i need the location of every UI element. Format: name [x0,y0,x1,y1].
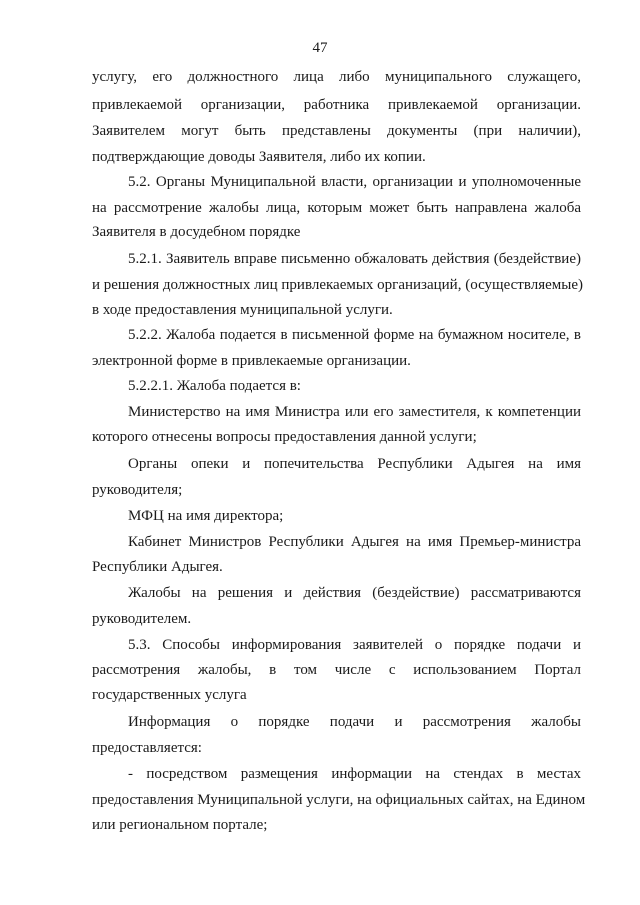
text-line: предоставляется: [92,740,202,756]
text-line: Информация о порядке подачи и рассмотрения жалобы [128,714,581,730]
page-number: 47 [312,40,328,56]
text-line: или региональном портале; [92,817,268,833]
text-line: в ходе предоставления муниципальной услуги. [92,302,393,318]
text-line: 5.2.2.1. Жалоба подается в: [128,378,301,394]
text-line: Министерство на имя Министра или его заместителя, к компетенции [128,404,581,420]
text-line: Кабинет Министров Республики Адыгея на имя Премьер-министра [128,534,581,550]
text-line: государственных услуга [92,687,247,703]
text-line: 5.2.2. Жалоба подается в письменной форме на бумажном носителе, в [128,327,581,343]
text-line: Заявителя в досудебном порядке [92,224,301,240]
text-line: на рассмотрение жалобы лица, которым может быть направлена жалоба [92,200,581,216]
text-line: подтверждающие доводы Заявителя, либо их копии. [92,149,426,165]
text-line: - посредством размещения информации на стендах в местах [128,766,581,782]
text-line: рассмотрения жалобы, в том числе с использованием Портал [92,662,581,678]
text-line: 5.2. Органы Муниципальной власти, организации и уполномоченные [128,174,581,190]
text-line: электронной форме в привлекаемые организации. [92,353,411,369]
text-line: привлекаемой организации, работника привлекаемой организации. [92,97,581,113]
text-line: руководителем. [92,611,192,627]
text-line: 5.2.1. Заявитель вправе письменно обжаловать действия (бездействие) [128,251,581,267]
text-line: Заявителем могут быть представлены документы (при наличии), [92,123,581,139]
text-line: МФЦ на имя директора; [128,508,284,524]
text-line: предоставления Муниципальной услуги, на официальных сайтах, на Едином [92,792,586,808]
text-line: услугу, его должностного лица либо муниципального служащего, [92,69,581,85]
text-line: Жалобы на решения и действия (бездействие) рассматриваются [128,585,581,601]
text-line: Органы опеки и попечительства Республики Адыгея на имя [128,456,581,472]
text-line: и решения должностных лиц привлекаемых организаций, (осуществляемые) [92,277,583,293]
text-line: руководителя; [92,482,183,498]
text-line: Республики Адыгея. [92,559,223,575]
text-line: которого отнесены вопросы предоставления данной услуги; [92,429,477,445]
text-line: 5.3. Способы информирования заявителей о порядке подачи и [128,637,581,653]
